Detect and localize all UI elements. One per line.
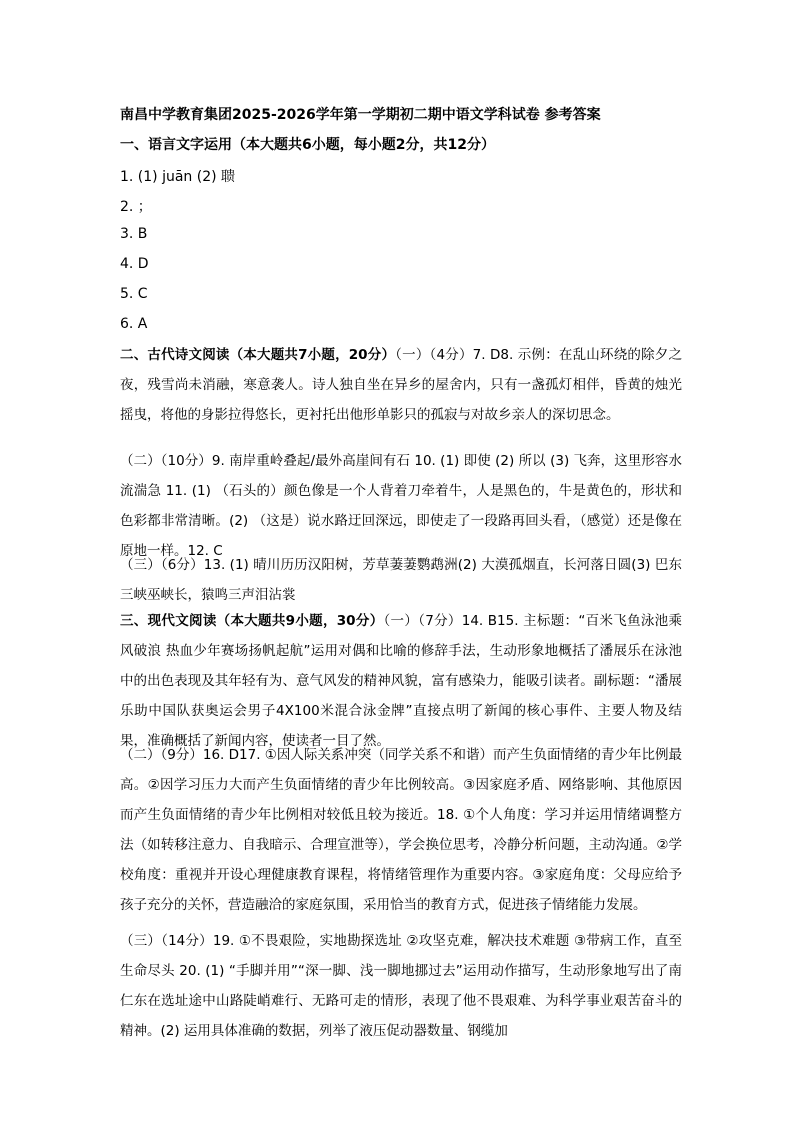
answer-item: 1. (1) juān (2) 聩 xyxy=(120,169,236,185)
section-3-part-2: （二）（9分）16. D17. ①因人际关系冲突（同学关系不和谐）而产生负面情绪的青少年比例最高。②因学习压力大而产生负面情绪的青少年比例较高。③因家庭矛盾、网络影响、其他原因而产生负面情绪的青少年比例相对较低且较为接近。18. ①个人角度：学习并运用情绪调整方法（如转移注意力、自我暗示、合理宣泄等），学会换位思考，冷静分析问题，主动沟通。②学校角度：重视并开设心理健康教育课程，将情绪管理作为重要内容。③家庭角度：父母应给予孩子充分的关怀，营造融洽的家庭氛围，采用恰当的教育方式，促进孩子情绪能力发展。 xyxy=(120,747,682,913)
section-2-part-3: （三）（6分）13. (1) 晴川历历汉阳树，芳草萋萋鹦鹉洲(2) 大漠孤烟直，长河落日圆(3) 巴东三峡巫峡长，猿鸣三声泪沾裳 xyxy=(120,557,682,603)
answer-item: 6. A xyxy=(120,316,148,332)
section-1-heading: 一、语言文字运用（本大题共6小题，每小题2分，共12分） xyxy=(120,137,495,153)
answer-item: 3. B xyxy=(120,226,148,242)
section-2-part-1: （一）（4分）7. D8. 示例：在乱山环绕的除夕之夜，残雪尚未消融，寒意袭人。诗人独自坐在异乡的屋舍内，只有一盏孤灯相伴，昏黄的烛光摇曳，将他的身影拉得悠长，更衬托出他形单影只的孤寂与对故乡亲人的深切思念。 xyxy=(120,347,682,423)
section-2-block xyxy=(120,340,682,430)
section-3-part-1: （一）（7分）14. B15. 主标题：“百米飞鱼泳池乘风破浪 热血少年赛场扬帆起航”运用对偶和比喻的修辞手法，生动形象地概括了潘展乐在泳池中的出色表现及其年轻有为、意气风发的精神风貌，富有感染力，能吸引读者。副标题：“潘展乐助中国队获奥运会男子4X100米混合泳金牌”直接点明了新闻的核心事件、主要人物及结果，准确概括了新闻内容，使读者一目了然。 xyxy=(120,613,682,749)
page-title: 南昌中学教育集团2025-2026学年第一学期初二期中语文学科试卷 参考答案 xyxy=(120,107,601,123)
section-2-part-2: （二）（10分）9. 南岸重岭叠起/最外高崖间有石 10. (1) 即使 (2) 所以 (3) 飞奔，这里形容水流湍急 11. (1) （石头的）颜色像是一个人背着刀牵着牛，人是黑色的，牛是黄色的，形状和色彩都非常清晰。(2) （这是）说水路迂回深远，即使走了一段路再回头看，（感觉）还是像在原地一样。12. C xyxy=(120,453,682,559)
section-3-block xyxy=(120,606,682,756)
section-3-part-3: （三）（14分）19. ①不畏艰险，实地勘探选址 ②攻坚克难，解决技术难题 ③带病工作，直至生命尽头 20. (1) “手脚并用”“深一脚、浅一脚地挪过去”运用动作描写，生动形象地写出了南仁东在选址途中山路陡峭难行、无路可走的情形，表现了他不畏艰难、为科学事业艰苦奋斗的精神。(2) 运用具体准确的数据，列举了液压促动器数量、钢缆加 xyxy=(120,933,682,1039)
answer-item: 5. C xyxy=(120,286,148,302)
answer-item: 2. ； xyxy=(120,199,152,215)
section-2-heading: 二、古代诗文阅读（本大题共7小题，20分） xyxy=(120,347,396,363)
answer-item: 4. D xyxy=(120,256,149,272)
section-3-heading: 三、现代文阅读（本大题共9小题，30分） xyxy=(120,613,384,629)
